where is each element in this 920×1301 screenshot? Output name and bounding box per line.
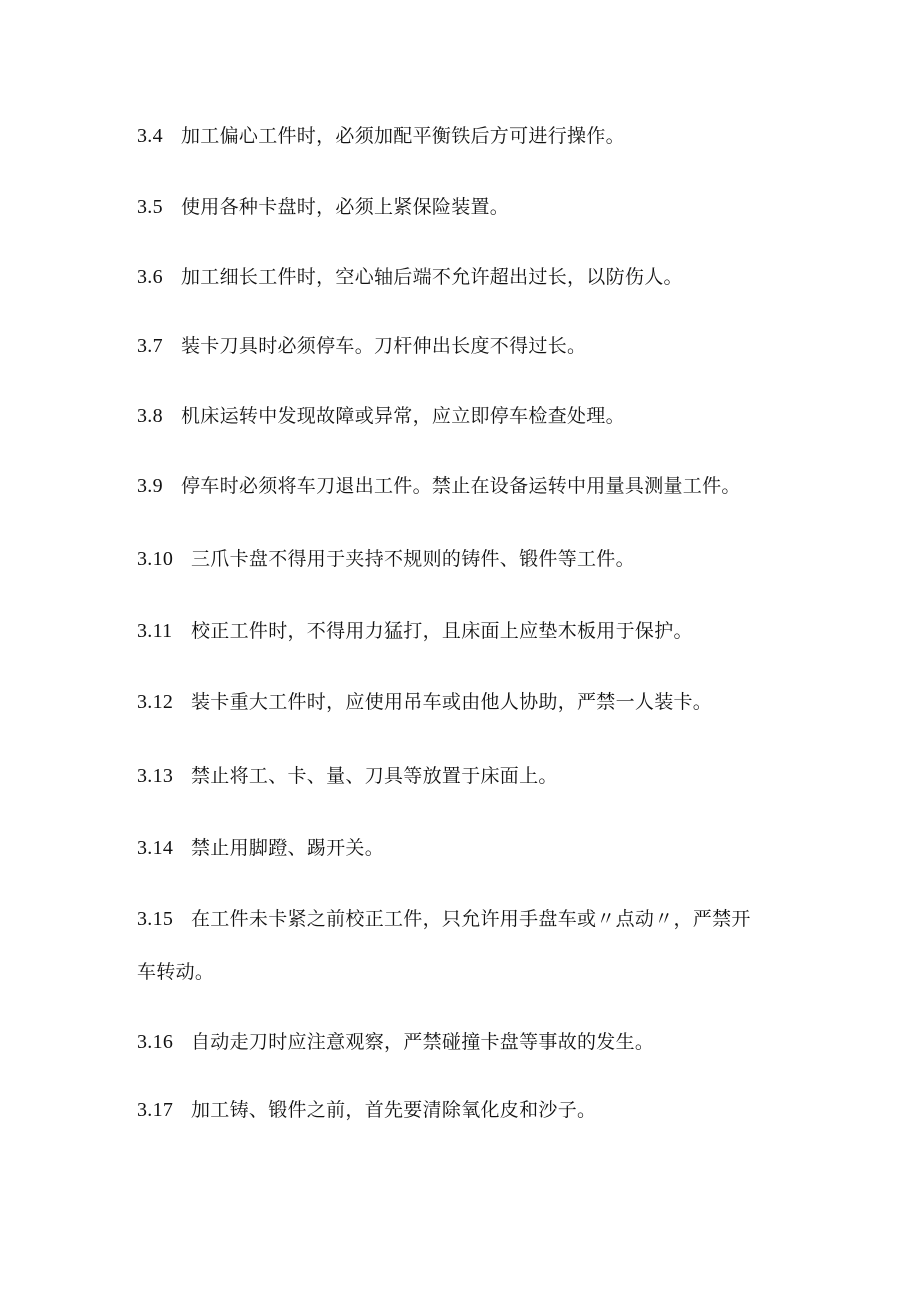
item-number: 3.9 [137,475,163,497]
item-text: 在工件未卡紧之前校正工件，只允许用手盘车或〃点动〃，严禁开 [191,908,751,930]
item-text: 机床运转中发现故障或异常，应立即停车检查处理。 [181,405,625,427]
item-number: 3.4 [137,125,163,147]
item-number: 3.5 [137,196,163,218]
item-text: 停车时必须将车刀退出工件。禁止在设备运转中用量具测量工件。 [181,475,741,497]
list-item [137,619,693,643]
list-item [137,404,625,428]
item-text: 禁止用脚蹬、踢开关。 [191,837,385,859]
item-number: 3.17 [137,1099,174,1121]
list-item [137,334,586,358]
item-text: 加工铸、锻件之前，首先要清除氧化皮和沙子。 [191,1099,597,1121]
item-text: 自动走刀时应注意观察，严禁碰撞卡盘等事故的发生。 [191,1031,655,1053]
item-number: 3.6 [137,266,163,288]
list-item [137,764,558,788]
list-item [137,474,741,498]
item-text: 装卡刀具时必须停车。刀杆伸出长度不得过长。 [181,335,587,357]
item-number: 3.14 [137,837,174,859]
item-number: 3.13 [137,765,174,787]
list-item [137,547,635,571]
item-number: 3.16 [137,1031,174,1053]
list-item [137,1098,596,1122]
item-text: 三爪卡盘不得用于夹持不规则的铸件、锻件等工件。 [191,548,635,570]
item-number: 3.7 [137,335,163,357]
list-item [137,907,751,931]
item-number: 3.11 [137,620,173,642]
list-item [137,836,384,860]
list-item [137,195,509,219]
list-item [137,1030,654,1054]
item-text: 加工偏心工件时，必须加配平衡铁后方可进行操作。 [181,125,625,147]
item-number: 3.12 [137,691,174,713]
item-text: 使用各种卡盘时，必须上紧保险装置。 [181,196,510,218]
item-number: 3.15 [137,908,174,930]
list-item [137,690,712,714]
item-text: 禁止将工、卡、量、刀具等放置于床面上。 [191,765,558,787]
item-text: 校正工件时，不得用力猛打，且床面上应垫木板用于保护。 [191,620,693,642]
item-text: 加工细长工件时，空心轴后端不允许超出过长，以防伤人。 [181,266,683,288]
item-number: 3.8 [137,405,163,427]
list-item [137,124,625,148]
item-text: 装卡重大工件时，应使用吊车或由他人协助，严禁一人装卡。 [191,691,713,713]
item-number: 3.10 [137,548,174,570]
item-text-continuation: 车转动。 [137,961,215,983]
list-item [137,265,683,289]
